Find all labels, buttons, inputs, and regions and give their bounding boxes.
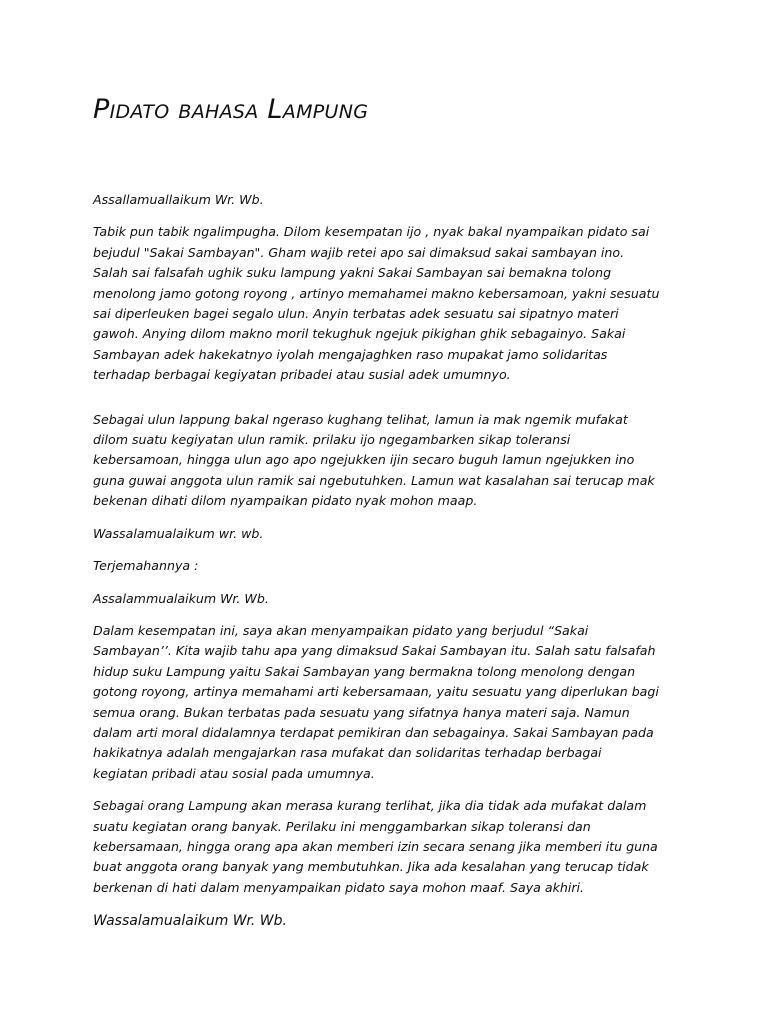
paragraph-2-line: dilom suatu kegiyatan ulun ramik. prilaku ijo ngegambarken sikap toleransi: [93, 432, 571, 448]
paragraph-4-line: suatu kegiatan orang banyak. Perilaku ini menggambarkan sikap toleransi dan: [93, 818, 591, 834]
paragraph-1-line: menolong jamo gotong royong , artinyo memahamei makno kebersamoan, yakni sesuatu: [93, 285, 660, 301]
paragraph-3-line: hidup suku Lampung yaitu Sakai Sambayan yang bermakna tolong menolong dengan: [93, 663, 636, 679]
document-body: [93, 190, 683, 932]
paragraph-3-line: Dalam kesempatan ini, saya akan menyampaikan pidato yang berjudul “Sakai: [93, 622, 589, 638]
paragraph-2-line: kebersamoan, hingga ulun ago apo ngejukken ijin secaro buguh lamun ngejukken ino: [93, 452, 635, 468]
paragraph-1-line: Sambayan adek hakekatnyo iyolah mengajaghken raso mupakat jamo solidaritas: [93, 346, 608, 362]
paragraph-4-line: kebersamaan, hingga orang apa akan memberi izin secara senang jika memberi itu guna: [93, 838, 658, 854]
paragraph-1: [93, 222, 683, 385]
paragraph-1-line: terhadap berbagai kegiyatan pribadei atau susial adek umumnyo.: [93, 367, 511, 383]
closing-2: Wassalamualaikum Wr. Wb.: [93, 913, 287, 930]
paragraph-1-line: bejudul "Sakai Sambayan". Gham wajib retei apo sai dimaksud sakai sambayan ino.: [93, 244, 625, 260]
paragraph-2-line: bekenan dihati dilom nyampaikan pidato nyak mohon maap.: [93, 493, 478, 509]
paragraph-1-line: Tabik pun tabik ngalimpugha. Dilom kesempatan ijo , nyak bakal nyampaikan pidato sai: [93, 224, 650, 240]
paragraph-3-line: dalam arti moral didalamnya terdapat pemikiran dan sebagainya. Sakai Sambayan pada: [93, 724, 654, 740]
paragraph-4-line: Sebagai orang Lampung akan merasa kurang terlihat, jika dia tidak ada mufakat dalam: [93, 798, 647, 814]
paragraph-4-line: buat anggota orang banyak yang membutuhkan. Jika ada kesalahan yang terucap tidak: [93, 859, 649, 875]
paragraph-1-line: sai diperleuken bagei segalo ulun. Anyin terbatas adek sesuatu sai sipatnyo materi: [93, 306, 619, 322]
paragraph-1-line: Salah sai falsafah ughik suku lampung yakni Sakai Sambayan sai bemakna tolong: [93, 265, 612, 281]
paragraph-3: [93, 621, 683, 784]
paragraph-3-line: hakikatnya adalah mengajarkan rasa mufakat dan solidaritas terhadap berbagai: [93, 745, 602, 761]
paragraph-2-line: guna guwai anggota ulun ramik sai ngebutuhken. Lamun wat kasalahan sai terucap mak: [93, 472, 655, 488]
paragraph-3-line: semua orang. Bukan terbatas pada sesuatu yang sifatnya hanya materi saja. Namun: [93, 704, 630, 720]
translation-label: Terjemahannya :: [93, 558, 199, 574]
greeting: Assallamuallaikum Wr. Wb.: [93, 192, 264, 207]
paragraph-1-line: gawoh. Anying dilom makno moril tekughuk ngejuk pikighan ghik sebagainyo. Sakai: [93, 326, 626, 342]
greeting-2: Assalammualaikum Wr. Wb.: [93, 590, 269, 606]
paragraph-4: [93, 796, 683, 898]
paragraph-3-line: gotong royong, artinya memahami arti kebersamaan, yaitu sesuatu yang diperlukan bagi: [93, 684, 659, 700]
paragraph-2-line: Sebagai ulun lappung bakal ngeraso kughang telihat, lamun ia mak ngemik mufakat: [93, 411, 628, 427]
paragraph-2: [93, 410, 683, 512]
closing-1: Wassalamualaikum wr. wb.: [93, 525, 264, 541]
page-title: Pidato bahasa Lampung: [93, 94, 369, 125]
paragraph-3-line: Sambayan’’. Kita wajib tahu apa yang dimaksud Sakai Sambayan itu. Salah satu falsafah: [93, 643, 656, 659]
paragraph-4-line: berkenan di hati dalam menyampaikan pidato saya mohon maaf. Saya akhiri.: [93, 879, 585, 895]
paragraph-3-line: kegiatan pribadi atau sosial pada umumnya.: [93, 765, 375, 781]
